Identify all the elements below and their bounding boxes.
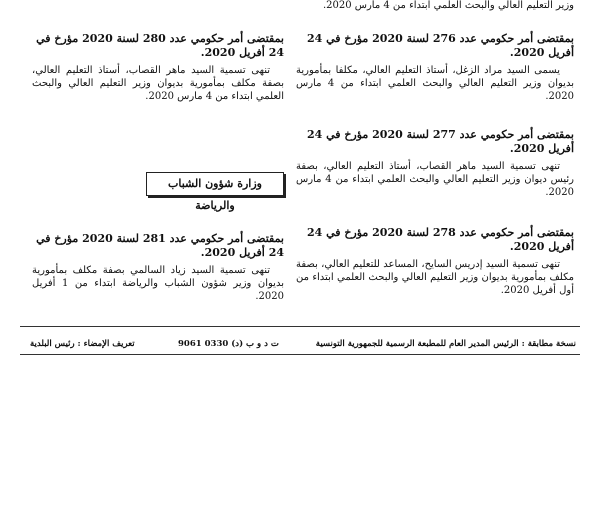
footer-signature-cert: تعريف الإمضاء : رئيس البلدية (30, 339, 135, 349)
decree-280 (32, 32, 284, 103)
separator-bottom (20, 354, 580, 355)
decree-277 (296, 128, 574, 199)
decree-278 (296, 226, 574, 297)
decree-body: تنهى تسمية السيد ماهر القصاب، أستاذ التعليم العالي، بصفة مكلف بمأمورية بديوان وزير التعليم العالي والبحث العلمي ابتداء من 4 مارس 2020. (32, 65, 284, 102)
decree-title: بمقتضى أمر حكومي عدد 281 لسنة 2020 مؤرخ في 24 أفريل 2020. (36, 232, 284, 259)
decree-281 (32, 232, 284, 303)
footer-tax-id: ت د و ب (د) 0330 9061 (178, 339, 279, 349)
decree-title: بمقتضى أمر حكومي عدد 278 لسنة 2020 مؤرخ في 24 أفريل 2020. (306, 226, 574, 253)
ministry-heading: وزارة شؤون الشباب والرياضة (146, 172, 284, 196)
separator-top (20, 326, 580, 327)
decree-body: تنهى تسمية السيد زياد السالمي بصفة مكلف بمأمورية بديوان وزير شؤون الشباب والرياضة ابتداء من 1 أفريل 2020. (32, 265, 284, 302)
decree-276 (296, 32, 574, 103)
continuation-text: وزير التعليم العالي والبحث العلمي ابتداء من 4 مارس 2020. (322, 0, 574, 11)
decree-title: بمقتضى أمر حكومي عدد 277 لسنة 2020 مؤرخ في 24 أفريل 2020. (306, 128, 574, 155)
decree-body: تنهى تسمية السيد إدريس السايح، المساعد للتعليم العالي، بصفة مكلف بمأمورية بديوان وزير التعليم العالي والبحث العلمي ابتداء من أول أفريل 2020. (296, 259, 574, 296)
decree-body: يسمى السيد مراد الزغل، أستاذ التعليم العالي، مكلفا بمأمورية بديوان وزير التعليم العالي والبحث العلمي ابتداء من 4 مارس 2020. (296, 65, 574, 102)
decree-title: بمقتضى أمر حكومي عدد 276 لسنة 2020 مؤرخ في 24 أفريل 2020. (306, 32, 574, 59)
decree-body: تنهى تسمية السيد ماهر القصاب، أستاذ التعليم العالي، بصفة رئيس ديوان وزير التعليم العالي والبحث العلمي ابتداء من 4 مارس 2020. (296, 161, 575, 198)
footer-certified-copy: نسخة مطابقة : الرئيس المدير العام للمطبعة الرسمية للجمهورية التونسية (315, 339, 576, 349)
decree-title: بمقتضى أمر حكومي عدد 280 لسنة 2020 مؤرخ في 24 أفريل 2020. (36, 32, 284, 59)
